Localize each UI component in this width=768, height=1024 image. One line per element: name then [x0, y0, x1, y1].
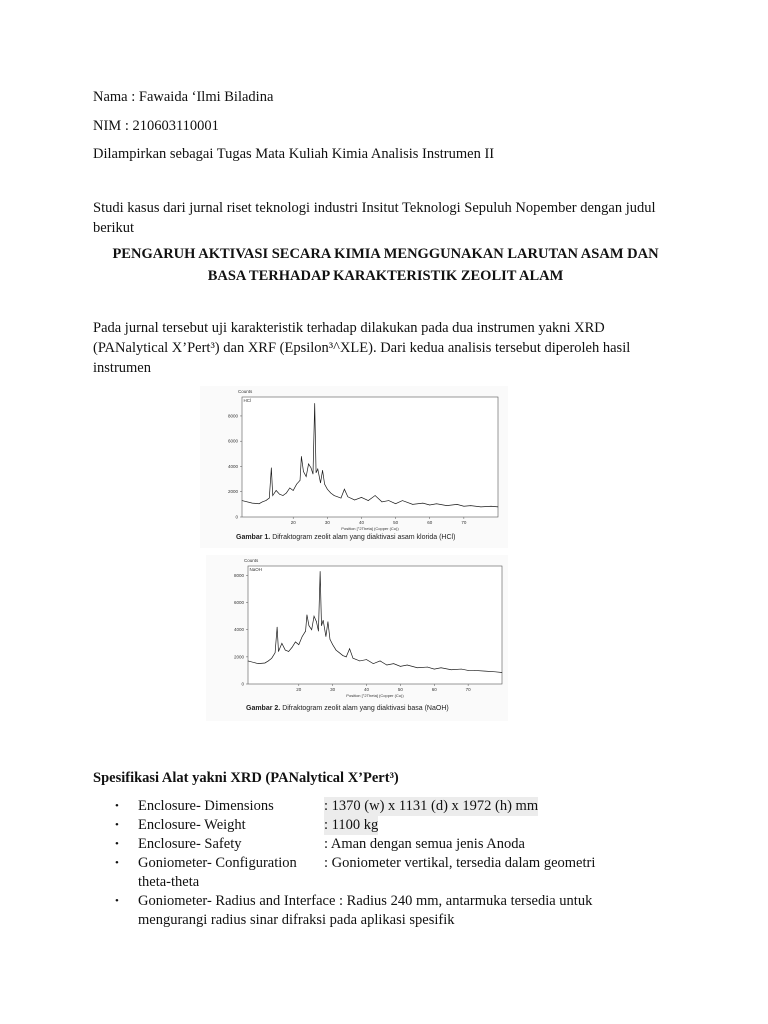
y-tick-label: 4000 — [233, 627, 244, 633]
bullet-icon: • — [115, 857, 119, 869]
spec-item-dimensions — [93, 797, 663, 816]
data-point — [330, 493, 331, 494]
data-point — [278, 651, 279, 652]
data-point — [309, 625, 310, 626]
data-point — [290, 488, 291, 489]
data-point — [282, 643, 283, 644]
spec-label: Enclosure- Safety — [138, 836, 242, 852]
figure-2-caption-text: Difraktogram zeolit alam yang diaktivasi basa (NaOH) — [280, 705, 449, 712]
spec-label: Goniometer- Configuration — [138, 855, 297, 871]
data-point — [266, 500, 267, 501]
data-point — [441, 667, 442, 668]
series-label: NaOH — [249, 567, 263, 572]
body-paragraph: Pada jurnal tersebut uji karakteristik terhadap dilakukan pada dua instrumen yakni XRD (PANalytical X’Pert³) dan XRF (Epsilon³^XLE). Dari kedua analisis tersebut diperoleh hasil instrumen — [93, 320, 631, 376]
spec-label: Enclosure- Weight — [138, 817, 246, 833]
data-point — [248, 661, 249, 662]
x-tick-label: 70 — [465, 687, 471, 692]
data-point — [275, 653, 276, 654]
x-axis-label: Position [°2Theta] (Copper (Cu)) — [346, 693, 404, 698]
spec-item-configuration — [93, 854, 663, 892]
data-point — [332, 644, 333, 645]
data-point — [308, 464, 309, 465]
data-point — [276, 490, 277, 491]
bullet-icon: • — [115, 819, 119, 831]
data-point — [412, 504, 413, 505]
data-point — [288, 651, 289, 652]
data-point — [326, 636, 327, 637]
y-tick-label: 6000 — [227, 438, 238, 444]
figure-1-caption — [236, 534, 455, 541]
data-point — [429, 505, 430, 506]
data-point — [330, 639, 331, 640]
data-point — [366, 659, 367, 660]
data-point — [316, 621, 317, 622]
data-point — [481, 507, 482, 508]
data-point — [277, 627, 278, 628]
data-point — [373, 663, 374, 664]
spec-list — [93, 797, 663, 930]
data-point — [295, 642, 296, 643]
data-point — [318, 631, 319, 632]
y-tick-label: 4000 — [227, 463, 238, 469]
nama-line: Nama : Fawaida ‘Ilmi Biladina — [93, 89, 274, 105]
data-point — [299, 644, 300, 645]
data-point — [293, 490, 294, 491]
data-point — [475, 670, 476, 671]
data-point — [305, 631, 306, 632]
y-axis-label: Counts — [238, 389, 253, 394]
data-point — [343, 655, 344, 656]
data-point — [303, 471, 304, 472]
data-point — [269, 498, 270, 499]
y-axis-label: Counts — [244, 558, 259, 563]
data-point — [423, 503, 424, 504]
data-point — [470, 505, 471, 506]
data-point — [360, 661, 361, 662]
data-point — [354, 500, 355, 501]
plot-frame — [248, 566, 502, 684]
data-point — [436, 503, 437, 504]
data-point — [311, 467, 312, 468]
data-point — [353, 658, 354, 659]
data-point — [283, 495, 284, 496]
data-point — [348, 497, 349, 498]
spec-value: : Goniometer vertikal, tersedia dalam geometri — [324, 855, 596, 871]
intro-paragraph: Studi kasus dari jurnal riset teknologi industri Insitut Teknologi Sepuluh Nopember dengan judul berikut — [93, 200, 656, 236]
x-tick-label: 50 — [393, 520, 399, 525]
data-point — [323, 620, 324, 621]
data-point — [296, 484, 297, 485]
data-point — [400, 666, 401, 667]
data-point — [320, 571, 321, 572]
attachment-line: Dilampirkan sebagai Tugas Mata Kuliah Kimia Analisis Instrumen II — [93, 146, 495, 162]
figure-2-caption-number: Gambar 2. — [246, 705, 281, 712]
data-point — [268, 661, 269, 662]
data-point — [285, 650, 286, 651]
data-point — [306, 476, 307, 477]
data-point — [344, 489, 345, 490]
data-point — [336, 650, 337, 651]
data-point — [314, 403, 315, 404]
data-point — [349, 648, 350, 649]
xrd-figure-naoh — [206, 555, 508, 721]
spec-item-weight — [93, 816, 663, 835]
data-point — [407, 665, 408, 666]
figure-2-caption — [246, 705, 449, 712]
bullet-icon: • — [115, 838, 119, 850]
data-point — [327, 489, 328, 490]
x-tick-label: 50 — [397, 687, 403, 692]
figure-1-caption-number: Gambar 1. — [236, 534, 271, 541]
data-point — [271, 467, 272, 468]
data-point — [375, 495, 376, 496]
data-point — [322, 470, 323, 471]
y-tick-label: 8000 — [227, 413, 238, 419]
data-point — [316, 473, 317, 474]
data-point — [311, 629, 312, 630]
spec-value: : 1370 (w) x 1131 (d) x 1972 (h) mm — [324, 798, 539, 814]
journal-title: PENGARUH AKTIVASI SECARA KIMIA MENGGUNAKAN LARUTAN ASAM DAN BASA TERHADAP KARAKTERISTIK ZEOLIT ALAM — [112, 246, 659, 284]
data-point — [434, 669, 435, 670]
bullet-icon: • — [115, 800, 119, 812]
spec-full-text: Goniometer- Radius and Interface : Radius 240 mm, antarmuka tersedia untuk — [138, 893, 593, 909]
data-point — [292, 647, 293, 648]
data-point — [328, 621, 329, 622]
data-point — [393, 663, 394, 664]
data-point — [252, 503, 253, 504]
data-point — [502, 672, 503, 673]
data-point — [346, 657, 347, 658]
data-point — [321, 625, 322, 626]
data-point — [320, 483, 321, 484]
data-point — [307, 615, 308, 616]
data-point — [468, 670, 469, 671]
data-point — [301, 456, 302, 457]
x-tick-label: 20 — [296, 687, 302, 692]
data-point — [402, 500, 403, 501]
spec-item-safety — [93, 835, 663, 854]
x-axis-label: Position [°2Theta] (Copper (Cu)) — [341, 526, 399, 531]
x-tick-label: 30 — [324, 520, 330, 525]
data-point — [485, 671, 486, 672]
data-point — [334, 495, 335, 496]
spec-heading: Spesifikasi Alat yakni XRD (PANalytical X’Pert³) — [93, 770, 399, 786]
spec-label: Enclosure- Dimensions — [138, 798, 274, 814]
data-point — [498, 507, 499, 508]
data-point — [300, 480, 301, 481]
y-tick-label: 0 — [241, 681, 244, 687]
data-point — [491, 506, 492, 507]
x-tick-label: 60 — [427, 520, 433, 525]
xrd-chart-naoh — [206, 555, 508, 703]
xrd-figure-hcl — [200, 386, 508, 548]
x-tick-label: 70 — [461, 520, 467, 525]
data-point — [361, 497, 362, 498]
data-point — [265, 663, 266, 664]
y-tick-label: 2000 — [233, 654, 244, 660]
y-tick-label: 0 — [235, 514, 238, 520]
data-point — [464, 506, 465, 507]
data-point — [262, 502, 263, 503]
series-label: HCl — [243, 398, 251, 403]
data-point — [368, 500, 369, 501]
spec-continuation: theta-theta — [138, 874, 200, 890]
data-point — [302, 636, 303, 637]
data-point — [286, 493, 287, 494]
spec-value: : 1100 kg — [324, 817, 379, 833]
spec-continuation: mengurangi radius sinar difraksi pada aplikasi spesifik — [138, 912, 455, 928]
y-tick-label: 2000 — [227, 489, 238, 495]
x-tick-label: 20 — [290, 520, 296, 525]
spec-item-radius — [93, 892, 663, 930]
data-point — [451, 670, 452, 671]
data-point — [380, 661, 381, 662]
data-point — [382, 502, 383, 503]
spec-value: : Aman dengan semua jenis Anoda — [324, 836, 525, 852]
data-point — [258, 663, 259, 664]
data-point — [389, 500, 390, 501]
data-point — [395, 503, 396, 504]
xrd-chart-hcl — [200, 386, 508, 532]
nim-line: NIM : 210603110001 — [93, 118, 219, 134]
data-point — [259, 503, 260, 504]
figure-1-caption-text: Difraktogram zeolit alam yang diaktivasi asam klorida (HCl) — [270, 534, 456, 541]
data-point — [387, 665, 388, 666]
data-point — [339, 653, 340, 654]
data-point — [427, 667, 428, 668]
x-tick-label: 40 — [364, 687, 370, 692]
data-point — [324, 484, 325, 485]
x-tick-label: 30 — [330, 687, 336, 692]
x-tick-label: 40 — [358, 520, 364, 525]
y-tick-label: 6000 — [233, 600, 244, 606]
data-point — [313, 474, 314, 475]
data-point — [461, 669, 462, 670]
data-point — [337, 497, 338, 498]
y-tick-label: 8000 — [233, 572, 244, 578]
data-point — [318, 469, 319, 470]
data-point — [272, 495, 273, 496]
data-point — [457, 504, 458, 505]
bullet-icon: • — [115, 895, 119, 907]
data-point — [341, 498, 342, 499]
data-point — [314, 616, 315, 617]
data-point — [242, 500, 243, 501]
data-point — [495, 672, 496, 673]
x-tick-label: 60 — [431, 687, 437, 692]
data-point — [271, 658, 272, 659]
data-point — [279, 494, 280, 495]
data-point — [447, 505, 448, 506]
data-point — [417, 667, 418, 668]
